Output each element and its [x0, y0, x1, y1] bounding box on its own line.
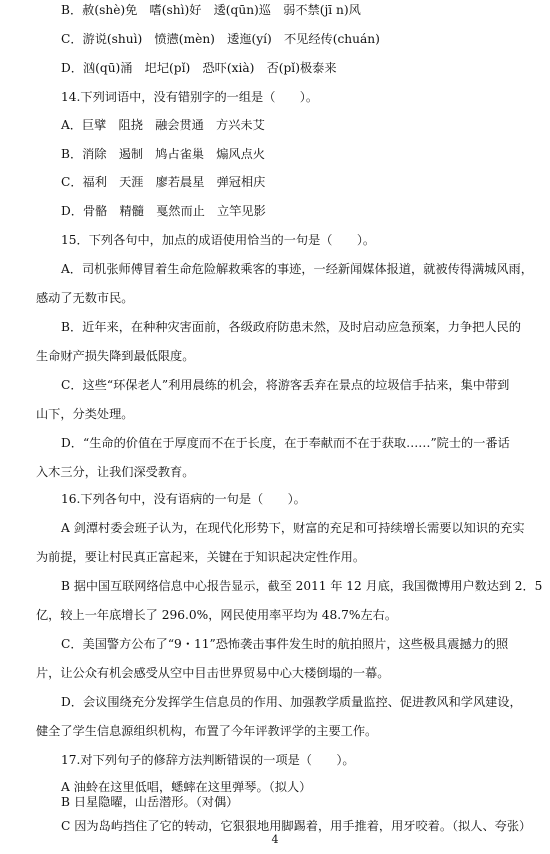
q14-option-b: B．消除 遏制 鸠占雀巢 煽风点火 [61, 147, 265, 161]
q15-option-b-cont: 生命财产损失降到最低限度。 [36, 349, 195, 363]
q15-option-c: C．这些“环保老人”利用晨练的机会，将游客丢弃在景点的垃圾信手拈来，集中带到 [61, 378, 510, 392]
page-number: 4 [271, 833, 279, 846]
q14-option-d: D．骨骼 精髓 戛然而止 立竿见影 [61, 204, 266, 218]
question-15: 15．下列各句中，加点的成语使用恰当的一句是（ ）。 [61, 233, 376, 247]
q14-option-a: A．巨擘 阻挠 融会贯通 方兴未艾 [61, 118, 265, 132]
q16-option-b-cont: 亿，较上一年底增长了 296.0%，网民使用率平均为 48.7%左右。 [36, 608, 398, 622]
q14-option-c: C．福利 天涯 廖若晨星 弹冠相庆 [61, 175, 266, 189]
question-16: 16.下列各句中，没有语病的一句是（ ）。 [61, 492, 306, 506]
question-17: 17.对下列句子的修辞方法判断错误的一项是（ ）。 [61, 753, 355, 767]
q15-option-c-cont: 山下，分类处理。 [36, 407, 134, 421]
q17-option-a: A 油蛉在这里低唱，蟋蟀在这里弹琴。（拟人） [61, 780, 312, 794]
q15-option-b: B．近年来，在种种灾害面前，各级政府防患未然，及时启动应急预案，力争把人民的 [61, 320, 521, 334]
q15-option-d: D．“生命的价值在于厚度而不在于长度，在于奉献而不在于获取……”院士的一番话 [61, 436, 510, 450]
q16-option-a-cont: 为前提，要让村民真正富起来，关键在于知识起决定性作用。 [36, 550, 366, 564]
option-c-pinyin: C．游说(shuì) 愤懑(mèn) 逶迤(yí) 不见经传(chuán) [61, 32, 380, 46]
q16-option-b: B 据中国互联网络信息中心报告显示，截至 2011 年 12 月底，我国微博用户数达到 2．5 [61, 579, 543, 593]
q17-option-c: C 因为岛屿挡住了它的转动，它狠狠地用脚踢着，用手推着，用牙咬着。（拟人、夸张） [61, 819, 532, 833]
q15-option-a: A．司机张师傅冒着生命危险解救乘客的事迹，一经新闻媒体报道，就被传得满城风雨， [61, 262, 533, 276]
q16-option-a: A 剑潭村委会班子认为，在现代化形势下，财富的充足和可持续增长需要以知识的充实 [61, 521, 525, 535]
question-14: 14.下列词语中，没有错别字的一组是（ ）。 [61, 90, 319, 104]
q16-option-d-cont: 健全了学生信息源组织机构，布置了今年评教评学的主要工作。 [36, 724, 378, 738]
q16-option-c-cont: 片，让公众有机会感受从空中目击世界贸易中心大楼倒塌的一幕。 [36, 666, 390, 680]
q16-option-c: C．美国警方公布了“9・11”恐怖袭击事件发生时的航拍照片，这些极具震撼力的照 [61, 637, 509, 651]
option-b-pinyin: B．赦(shè)免 嗜(shì)好 逶(qūn)巡 弱不禁(jī n)风 [61, 3, 361, 17]
q17-option-b: B 日星隐曜，山岳潜形。（对偶） [61, 795, 239, 809]
option-d-pinyin: D．汹(qū)涌 圯圮(pǐ) 恐吓(xià) 否(pǐ)极泰来 [61, 61, 337, 75]
q15-option-d-cont: 入木三分，让我们深受教育。 [36, 465, 195, 479]
q16-option-d: D．会议围绕充分发挥学生信息员的作用、加强教学质量监控、促进教风和学风建设， [61, 695, 522, 709]
q15-option-a-cont: 感动了无数市民。 [36, 291, 134, 305]
